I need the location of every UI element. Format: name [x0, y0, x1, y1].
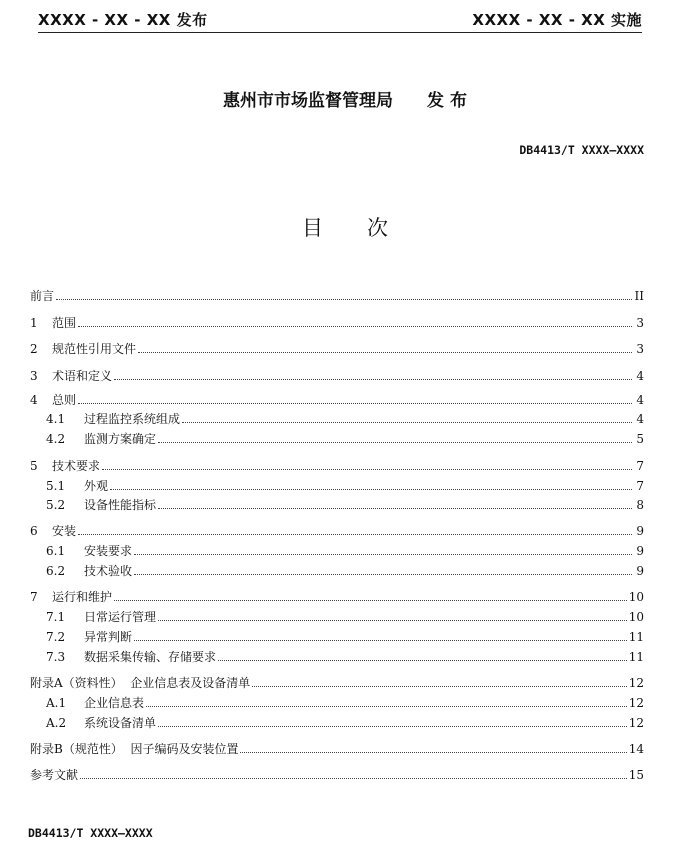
toc-entry-number: 2 [30, 342, 38, 356]
toc-entry[interactable] [46, 626, 644, 644]
effective-date: XXXX - XX - XX 实施 [472, 10, 642, 29]
page-header [38, 6, 642, 33]
toc-entry-page: 14 [628, 742, 644, 756]
toc-entry-number: A.1 [46, 696, 67, 710]
toc-leader-dots [110, 489, 632, 490]
toc-entry-page: 12 [628, 716, 644, 730]
toc-entry-page: 11 [628, 630, 644, 644]
toc-entry-label: 范围 [52, 316, 77, 330]
toc-entry[interactable] [30, 672, 644, 690]
toc-entry[interactable] [46, 646, 644, 664]
toc-entry[interactable] [46, 560, 644, 578]
toc-leader-dots [218, 660, 627, 661]
toc-entry[interactable] [46, 606, 644, 624]
toc-entry[interactable] [46, 408, 644, 426]
toc-entry-page: 10 [628, 610, 644, 624]
toc-entry[interactable] [46, 540, 644, 558]
toc-entry-page: 8 [636, 498, 644, 512]
toc-entry-label: 企业信息表 [84, 696, 145, 710]
toc-entry-number: 6.2 [46, 564, 66, 578]
toc-leader-dots [134, 554, 632, 555]
toc-entry[interactable] [30, 312, 644, 330]
toc-entry-label: 数据采集传输、存储要求 [84, 650, 217, 664]
issuer-line [0, 86, 690, 111]
toc-leader-dots [158, 726, 627, 727]
toc-entry[interactable] [30, 764, 644, 782]
toc-entry-number: 3 [30, 369, 38, 383]
toc-leader-dots [78, 534, 632, 535]
toc-entry-label: 安装 [52, 524, 77, 538]
toc-entry-label: 系统设备清单 [84, 716, 157, 730]
toc-entry-number: 4.2 [46, 432, 66, 446]
toc-entry[interactable] [30, 455, 644, 473]
toc-leader-dots [56, 299, 632, 300]
toc-leader-dots [158, 620, 627, 621]
toc-leader-dots [102, 469, 632, 470]
toc-leader-dots [240, 752, 626, 753]
toc-entry[interactable] [30, 389, 644, 407]
toc-entry[interactable] [46, 712, 644, 730]
toc-entry-label: 技术验收 [84, 564, 133, 578]
toc-entry-label: 过程监控系统组成 [84, 412, 181, 426]
toc-entry-page: II [634, 289, 644, 303]
toc-leader-dots [158, 508, 632, 509]
toc-leader-dots [78, 403, 632, 404]
toc-entry-number: 4.1 [46, 412, 66, 426]
toc-entry-number: 7 [30, 590, 38, 604]
toc-entry[interactable] [30, 738, 644, 756]
toc-entry-label: 安装要求 [84, 544, 133, 558]
toc-entry-number: 5.1 [46, 479, 66, 493]
toc-leader-dots [252, 686, 626, 687]
toc-entry[interactable] [30, 365, 644, 383]
toc-entry-label: 总则 [52, 393, 77, 407]
toc-entry-page: 9 [636, 564, 644, 578]
toc-entry[interactable] [30, 285, 644, 303]
toc-entry-page: 11 [628, 650, 644, 664]
toc-entry-number: 6.1 [46, 544, 66, 558]
toc-title-char-2: 次 [367, 216, 388, 240]
toc-leader-dots [80, 778, 627, 779]
toc-entry-page: 9 [636, 524, 644, 538]
toc-entry-label: 监测方案确定 [84, 432, 157, 446]
toc-entry-page: 7 [636, 459, 644, 473]
toc-leader-dots [134, 640, 627, 641]
toc-entry[interactable] [46, 475, 644, 493]
toc-entry-label: 参考文献 [30, 768, 79, 782]
toc-entry-number: 5.2 [46, 498, 66, 512]
toc-entry-page: 12 [628, 696, 644, 710]
toc-entry-label: 技术要求 [52, 459, 101, 473]
toc-entry[interactable] [46, 692, 644, 710]
toc-entry[interactable] [46, 494, 644, 512]
toc-entry[interactable] [30, 586, 644, 604]
toc-entry[interactable] [30, 338, 644, 356]
toc-leader-dots [78, 326, 632, 327]
toc-entry-label: 日常运行管理 [84, 610, 157, 624]
toc-entry-page: 5 [636, 432, 644, 446]
toc-entry-page: 15 [628, 768, 644, 782]
toc-leader-dots [114, 379, 632, 380]
toc-entry[interactable] [46, 428, 644, 446]
toc-entry-number: 7.3 [46, 650, 66, 664]
toc-entry-page: 7 [636, 479, 644, 493]
toc-entry-number: A.2 [46, 716, 67, 730]
issuer-org: 惠州市市场监督管理局 [223, 91, 394, 111]
page-footer-doc-number: DB4413/T XXXX—XXXX [28, 826, 153, 840]
toc-title-char-1: 目 [302, 216, 323, 240]
toc-entry-label: 附录B（规范性） 因子编码及安装位置 [30, 742, 239, 756]
toc-entry-label: 前言 [30, 289, 55, 303]
toc-leader-dots [158, 442, 632, 443]
toc-entry-page: 10 [628, 590, 644, 604]
doc-number: DB4413/T XXXX—XXXX [519, 143, 644, 157]
toc-leader-dots [134, 574, 632, 575]
toc-title [0, 212, 690, 242]
toc-entry-page: 3 [636, 342, 644, 356]
toc-leader-dots [138, 352, 632, 353]
toc-entry-page: 4 [636, 393, 644, 407]
toc-entry-label: 附录A（资料性） 企业信息表及设备清单 [30, 676, 251, 690]
toc-leader-dots [182, 422, 632, 423]
toc-leader-dots [146, 706, 627, 707]
toc-entry-label: 运行和维护 [52, 590, 113, 604]
toc-entry[interactable] [30, 520, 644, 538]
toc-entry-number: 7.1 [46, 610, 66, 624]
toc-entry-number: 4 [30, 393, 38, 407]
issuer-action: 发 布 [427, 91, 467, 111]
toc-entry-page: 12 [628, 676, 644, 690]
toc-entry-page: 4 [636, 412, 644, 426]
toc-entry-label: 外观 [84, 479, 109, 493]
toc-entry-number: 5 [30, 459, 38, 473]
toc-entry-number: 1 [30, 316, 38, 330]
toc-leader-dots [114, 600, 627, 601]
toc-entry-label: 设备性能指标 [84, 498, 157, 512]
toc-entry-label: 规范性引用文件 [52, 342, 137, 356]
toc-entry-label: 术语和定义 [52, 369, 113, 383]
toc-entry-page: 3 [636, 316, 644, 330]
toc-entry-page: 9 [636, 544, 644, 558]
publish-date: XXXX - XX - XX 发布 [38, 10, 208, 29]
toc-entry-number: 7.2 [46, 630, 66, 644]
toc-entry-number: 6 [30, 524, 38, 538]
toc-entry-label: 异常判断 [84, 630, 133, 644]
toc-entry-page: 4 [636, 369, 644, 383]
